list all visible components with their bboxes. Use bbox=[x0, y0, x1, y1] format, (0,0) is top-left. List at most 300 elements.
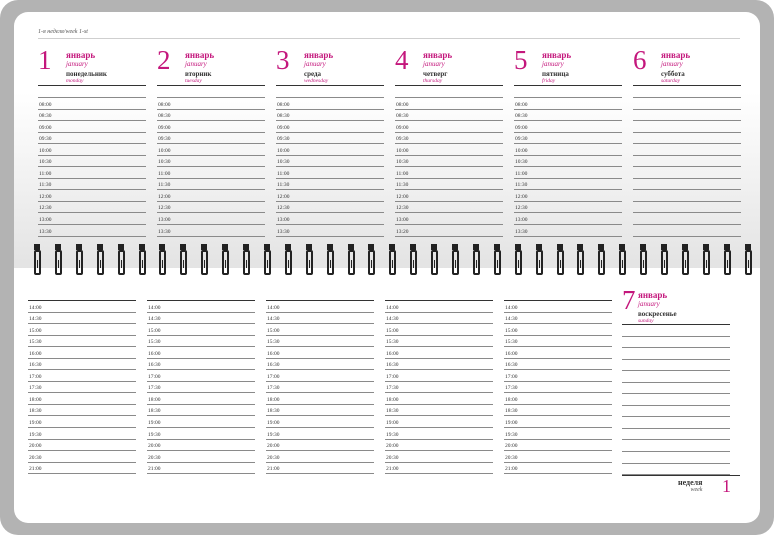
time-row[interactable] bbox=[395, 156, 503, 168]
time-row[interactable] bbox=[385, 393, 493, 405]
time-row[interactable] bbox=[633, 190, 741, 202]
time-row[interactable] bbox=[514, 144, 622, 156]
time-row[interactable] bbox=[266, 347, 374, 359]
time-label: 17:30 bbox=[148, 385, 161, 392]
month-en: january bbox=[423, 60, 445, 68]
time-label: 17:30 bbox=[29, 385, 42, 392]
time-row[interactable] bbox=[633, 156, 741, 168]
blank-row[interactable] bbox=[622, 394, 730, 406]
time-label: 09:00 bbox=[396, 124, 409, 131]
time-label: 18:00 bbox=[267, 396, 280, 403]
time-row[interactable] bbox=[504, 382, 612, 394]
time-label: 16:30 bbox=[267, 362, 280, 369]
time-row[interactable] bbox=[276, 167, 384, 179]
time-row[interactable] bbox=[28, 428, 136, 440]
time-label: 14:30 bbox=[386, 316, 399, 323]
blank-row[interactable] bbox=[622, 360, 730, 372]
time-label: 10:00 bbox=[515, 147, 528, 154]
time-row[interactable] bbox=[28, 324, 136, 336]
time-row[interactable] bbox=[147, 440, 255, 452]
time-row[interactable] bbox=[504, 301, 612, 313]
binding-ring bbox=[285, 250, 292, 275]
time-row[interactable] bbox=[38, 225, 146, 237]
time-row[interactable] bbox=[395, 202, 503, 214]
time-row[interactable] bbox=[395, 213, 503, 225]
time-row[interactable] bbox=[266, 301, 374, 313]
binding-ring bbox=[139, 250, 146, 275]
time-row[interactable] bbox=[385, 451, 493, 463]
time-row[interactable] bbox=[28, 347, 136, 359]
time-label: 19:00 bbox=[29, 420, 42, 427]
time-row[interactable] bbox=[385, 440, 493, 452]
time-row[interactable] bbox=[147, 451, 255, 463]
time-label: 15:00 bbox=[148, 327, 161, 334]
weekday-ru: вторник bbox=[185, 70, 212, 78]
time-row[interactable] bbox=[385, 359, 493, 371]
time-row[interactable] bbox=[266, 336, 374, 348]
day-number: 2 bbox=[157, 45, 171, 75]
time-label: 08:00 bbox=[396, 101, 409, 108]
time-row[interactable] bbox=[395, 190, 503, 202]
time-row[interactable] bbox=[28, 382, 136, 394]
time-label: 10:30 bbox=[396, 159, 409, 166]
time-label: 09:30 bbox=[396, 136, 409, 143]
time-label: 20:00 bbox=[386, 443, 399, 450]
time-row[interactable] bbox=[147, 463, 255, 475]
time-row[interactable] bbox=[266, 405, 374, 417]
time-label: 17:00 bbox=[267, 373, 280, 380]
time-row[interactable] bbox=[147, 301, 255, 313]
time-row[interactable] bbox=[266, 370, 374, 382]
time-row[interactable] bbox=[504, 347, 612, 359]
time-label: 10:30 bbox=[515, 159, 528, 166]
time-label: 13:00 bbox=[39, 217, 52, 224]
time-row[interactable] bbox=[504, 393, 612, 405]
time-row[interactable] bbox=[147, 324, 255, 336]
time-row[interactable] bbox=[514, 156, 622, 168]
time-row[interactable] bbox=[385, 301, 493, 313]
time-row[interactable] bbox=[633, 202, 741, 214]
time-row[interactable] bbox=[38, 144, 146, 156]
time-row[interactable] bbox=[266, 416, 374, 428]
time-row[interactable] bbox=[276, 133, 384, 145]
time-row[interactable] bbox=[395, 98, 503, 110]
weekday-en: thursday bbox=[423, 78, 443, 84]
month-ru: январь bbox=[542, 50, 572, 60]
time-row[interactable] bbox=[276, 190, 384, 202]
binding-ring bbox=[264, 250, 271, 275]
time-column bbox=[266, 301, 374, 474]
time-label: 21:00 bbox=[386, 466, 399, 473]
time-row[interactable] bbox=[504, 416, 612, 428]
day-number: 4 bbox=[395, 45, 409, 75]
binding-ring bbox=[661, 250, 668, 275]
blank-row[interactable] bbox=[622, 383, 730, 395]
time-row[interactable] bbox=[38, 167, 146, 179]
time-label: 09:00 bbox=[158, 124, 171, 131]
weekday-ru: среда bbox=[304, 70, 322, 78]
time-label: 20:00 bbox=[505, 443, 518, 450]
day-number: 6 bbox=[633, 45, 647, 75]
time-row[interactable] bbox=[266, 313, 374, 325]
day-header-line bbox=[395, 85, 503, 86]
time-label: 10:00 bbox=[39, 147, 52, 154]
time-label: 09:00 bbox=[515, 124, 528, 131]
time-label: 14:00 bbox=[148, 304, 161, 311]
time-row[interactable] bbox=[266, 440, 374, 452]
day-number: 7 bbox=[622, 285, 636, 315]
time-label: 20:00 bbox=[267, 443, 280, 450]
time-row[interactable] bbox=[38, 121, 146, 133]
time-column bbox=[276, 98, 384, 237]
weekday-ru: пятница bbox=[542, 70, 569, 78]
time-row[interactable] bbox=[504, 359, 612, 371]
time-row[interactable] bbox=[38, 156, 146, 168]
time-label: 14:00 bbox=[267, 304, 280, 311]
blank-row[interactable] bbox=[622, 371, 730, 383]
time-label: 08:30 bbox=[277, 113, 290, 120]
time-row[interactable] bbox=[157, 98, 265, 110]
day-header-line bbox=[514, 85, 622, 86]
blank-row[interactable] bbox=[622, 440, 730, 452]
time-label: 17:00 bbox=[505, 373, 518, 380]
time-row[interactable] bbox=[504, 428, 612, 440]
time-label: 21:00 bbox=[267, 466, 280, 473]
time-label: 08:00 bbox=[158, 101, 171, 108]
time-row[interactable] bbox=[266, 451, 374, 463]
time-row[interactable] bbox=[514, 179, 622, 191]
binding-ring bbox=[76, 250, 83, 275]
day-header bbox=[157, 45, 269, 90]
time-row[interactable] bbox=[514, 121, 622, 133]
time-label: 19:00 bbox=[386, 420, 399, 427]
time-row[interactable] bbox=[385, 336, 493, 348]
time-row[interactable] bbox=[385, 370, 493, 382]
time-label: 19:00 bbox=[505, 420, 518, 427]
time-row[interactable] bbox=[504, 405, 612, 417]
time-row[interactable] bbox=[385, 428, 493, 440]
time-row[interactable] bbox=[147, 347, 255, 359]
weekday-ru: воскресенье bbox=[638, 310, 677, 318]
time-row[interactable] bbox=[38, 213, 146, 225]
time-row[interactable] bbox=[514, 190, 622, 202]
day-info bbox=[185, 50, 214, 85]
time-row[interactable] bbox=[266, 393, 374, 405]
time-row[interactable] bbox=[514, 110, 622, 122]
time-label: 08:30 bbox=[396, 113, 409, 120]
time-row[interactable] bbox=[147, 416, 255, 428]
time-label: 11:30 bbox=[277, 182, 290, 189]
blank-row[interactable] bbox=[622, 464, 730, 476]
binding-ring bbox=[243, 250, 250, 275]
time-label: 18:30 bbox=[267, 408, 280, 415]
time-row[interactable] bbox=[633, 133, 741, 145]
time-row[interactable] bbox=[28, 359, 136, 371]
day-header bbox=[395, 45, 507, 90]
time-row[interactable] bbox=[385, 416, 493, 428]
binding-ring bbox=[34, 250, 41, 275]
time-column bbox=[147, 301, 255, 474]
time-label: 19:30 bbox=[505, 431, 518, 438]
time-label: 15:30 bbox=[29, 339, 42, 346]
time-row[interactable] bbox=[504, 451, 612, 463]
time-row[interactable] bbox=[276, 98, 384, 110]
time-label: 21:00 bbox=[29, 466, 42, 473]
time-row[interactable] bbox=[147, 428, 255, 440]
time-label: 12:00 bbox=[396, 193, 409, 200]
binding-ring bbox=[327, 250, 334, 275]
time-row[interactable] bbox=[147, 359, 255, 371]
time-row[interactable] bbox=[514, 225, 622, 237]
time-row[interactable] bbox=[395, 110, 503, 122]
time-row[interactable] bbox=[157, 225, 265, 237]
time-label: 18:00 bbox=[29, 396, 42, 403]
time-label: 11:30 bbox=[396, 182, 409, 189]
time-row[interactable] bbox=[157, 190, 265, 202]
time-row[interactable] bbox=[504, 336, 612, 348]
time-row[interactable] bbox=[38, 133, 146, 145]
time-row[interactable] bbox=[276, 144, 384, 156]
time-row[interactable] bbox=[38, 190, 146, 202]
day-info bbox=[66, 50, 107, 85]
time-label: 12:00 bbox=[39, 193, 52, 200]
time-label: 16:00 bbox=[386, 350, 399, 357]
binding-ring bbox=[452, 250, 459, 275]
header-divider bbox=[38, 38, 740, 39]
month-ru: январь bbox=[66, 50, 96, 60]
time-row[interactable] bbox=[385, 347, 493, 359]
month-ru: январь bbox=[185, 50, 215, 60]
time-label: 11:00 bbox=[39, 170, 52, 177]
day-info bbox=[661, 50, 690, 85]
time-row[interactable] bbox=[276, 110, 384, 122]
time-row[interactable] bbox=[157, 213, 265, 225]
time-row[interactable] bbox=[514, 202, 622, 214]
blank-row[interactable] bbox=[622, 337, 730, 349]
binding-ring bbox=[557, 250, 564, 275]
time-label: 15:00 bbox=[267, 327, 280, 334]
day-info bbox=[542, 50, 571, 85]
time-label: 18:30 bbox=[29, 408, 42, 415]
time-row[interactable] bbox=[633, 167, 741, 179]
binding-ring bbox=[306, 250, 313, 275]
time-row[interactable] bbox=[147, 370, 255, 382]
binding-ring bbox=[410, 250, 417, 275]
time-label: 10:30 bbox=[158, 159, 171, 166]
time-label: 20:30 bbox=[386, 454, 399, 461]
time-row[interactable] bbox=[28, 416, 136, 428]
time-label: 20:30 bbox=[267, 454, 280, 461]
time-label: 08:00 bbox=[39, 101, 52, 108]
time-row[interactable] bbox=[276, 202, 384, 214]
time-label: 13:00 bbox=[158, 217, 171, 224]
time-label: 19:00 bbox=[267, 420, 280, 427]
blank-row[interactable] bbox=[622, 417, 730, 429]
month-en: january bbox=[661, 60, 683, 68]
time-label: 18:30 bbox=[505, 408, 518, 415]
time-row[interactable] bbox=[147, 393, 255, 405]
binding-ring bbox=[745, 250, 752, 275]
time-row[interactable] bbox=[633, 98, 741, 110]
time-row[interactable] bbox=[157, 110, 265, 122]
time-label: 18:00 bbox=[148, 396, 161, 403]
binding-ring bbox=[724, 250, 731, 275]
time-row[interactable] bbox=[514, 213, 622, 225]
time-row[interactable] bbox=[514, 167, 622, 179]
time-row[interactable] bbox=[38, 110, 146, 122]
time-row[interactable] bbox=[504, 324, 612, 336]
time-label: 08:30 bbox=[515, 113, 528, 120]
binding-ring bbox=[118, 250, 125, 275]
time-row[interactable] bbox=[633, 110, 741, 122]
time-label: 21:00 bbox=[505, 466, 518, 473]
day-header bbox=[633, 45, 745, 90]
time-row[interactable] bbox=[385, 463, 493, 475]
time-row[interactable] bbox=[504, 440, 612, 452]
time-row[interactable] bbox=[395, 225, 503, 237]
time-label: 13:30 bbox=[515, 228, 528, 235]
time-row[interactable] bbox=[266, 324, 374, 336]
time-label: 09:30 bbox=[277, 136, 290, 143]
time-row[interactable] bbox=[276, 121, 384, 133]
time-row[interactable] bbox=[395, 144, 503, 156]
weekday-en: monday bbox=[66, 78, 84, 84]
time-label: 11:30 bbox=[515, 182, 528, 189]
time-row[interactable] bbox=[385, 313, 493, 325]
binding-ring bbox=[515, 250, 522, 275]
time-row[interactable] bbox=[385, 324, 493, 336]
time-row[interactable] bbox=[157, 167, 265, 179]
time-label: 10:00 bbox=[277, 147, 290, 154]
time-row[interactable] bbox=[157, 202, 265, 214]
time-row[interactable] bbox=[514, 133, 622, 145]
time-row[interactable] bbox=[633, 121, 741, 133]
time-row[interactable] bbox=[38, 98, 146, 110]
time-label: 14:30 bbox=[505, 316, 518, 323]
binding-ring bbox=[201, 250, 208, 275]
time-label: 16:30 bbox=[29, 362, 42, 369]
time-row[interactable] bbox=[395, 167, 503, 179]
time-row[interactable] bbox=[395, 179, 503, 191]
day-header bbox=[276, 45, 388, 90]
time-row[interactable] bbox=[157, 156, 265, 168]
time-label: 20:30 bbox=[29, 454, 42, 461]
time-row[interactable] bbox=[147, 336, 255, 348]
time-row[interactable] bbox=[157, 133, 265, 145]
time-row[interactable] bbox=[395, 133, 503, 145]
time-label: 19:30 bbox=[267, 431, 280, 438]
time-label: 11:00 bbox=[158, 170, 171, 177]
time-column bbox=[157, 98, 265, 237]
time-label: 12:00 bbox=[515, 193, 528, 200]
weekday-en: sunday bbox=[638, 318, 654, 324]
time-row[interactable] bbox=[633, 144, 741, 156]
time-row[interactable] bbox=[633, 213, 741, 225]
weekday-ru: понедельник bbox=[66, 70, 107, 78]
time-row[interactable] bbox=[28, 451, 136, 463]
time-row[interactable] bbox=[28, 301, 136, 313]
time-row[interactable] bbox=[28, 370, 136, 382]
time-row[interactable] bbox=[266, 382, 374, 394]
time-row[interactable] bbox=[157, 121, 265, 133]
time-row[interactable] bbox=[514, 98, 622, 110]
time-row[interactable] bbox=[504, 313, 612, 325]
time-label: 09:30 bbox=[515, 136, 528, 143]
time-row[interactable] bbox=[157, 179, 265, 191]
time-row[interactable] bbox=[157, 144, 265, 156]
day-header-line bbox=[38, 85, 146, 86]
blank-row[interactable] bbox=[622, 429, 730, 441]
time-label: 12:30 bbox=[158, 205, 171, 212]
blank-row[interactable] bbox=[622, 325, 730, 337]
time-label: 08:00 bbox=[277, 101, 290, 108]
time-label: 10:00 bbox=[396, 147, 409, 154]
time-row[interactable] bbox=[276, 156, 384, 168]
time-row[interactable] bbox=[38, 179, 146, 191]
time-label: 20:30 bbox=[148, 454, 161, 461]
day-number: 3 bbox=[276, 45, 290, 75]
time-label: 11:30 bbox=[39, 182, 52, 189]
time-label: 10:00 bbox=[158, 147, 171, 154]
time-row[interactable] bbox=[385, 382, 493, 394]
time-label: 18:30 bbox=[386, 408, 399, 415]
time-label: 13:30 bbox=[39, 228, 52, 235]
time-label: 12:00 bbox=[158, 193, 171, 200]
time-label: 19:30 bbox=[29, 431, 42, 438]
time-row[interactable] bbox=[633, 179, 741, 191]
time-row[interactable] bbox=[276, 213, 384, 225]
time-row[interactable] bbox=[28, 463, 136, 475]
month-ru: январь bbox=[661, 50, 691, 60]
time-label: 14:30 bbox=[148, 316, 161, 323]
time-row[interactable] bbox=[28, 336, 136, 348]
time-label: 15:00 bbox=[386, 327, 399, 334]
time-row[interactable] bbox=[147, 405, 255, 417]
time-label: 15:30 bbox=[505, 339, 518, 346]
time-label: 15:00 bbox=[505, 327, 518, 334]
time-label: 16:00 bbox=[505, 350, 518, 357]
day-info bbox=[423, 50, 452, 85]
time-row[interactable] bbox=[385, 405, 493, 417]
time-row[interactable] bbox=[276, 179, 384, 191]
blank-row[interactable] bbox=[622, 406, 730, 418]
time-row[interactable] bbox=[266, 428, 374, 440]
time-row[interactable] bbox=[28, 393, 136, 405]
time-label: 12:00 bbox=[277, 193, 290, 200]
time-row[interactable] bbox=[28, 313, 136, 325]
month-ru: январь bbox=[638, 290, 668, 300]
footer-week bbox=[678, 476, 731, 496]
time-label: 09:00 bbox=[277, 124, 290, 131]
time-row[interactable] bbox=[504, 463, 612, 475]
weekday-en: friday bbox=[542, 78, 556, 84]
time-row[interactable] bbox=[147, 382, 255, 394]
blank-row[interactable] bbox=[622, 452, 730, 464]
time-row[interactable] bbox=[28, 405, 136, 417]
time-column bbox=[504, 301, 612, 474]
time-row[interactable] bbox=[395, 121, 503, 133]
binding-ring bbox=[473, 250, 480, 275]
time-row[interactable] bbox=[266, 463, 374, 475]
time-row[interactable] bbox=[266, 359, 374, 371]
time-row[interactable] bbox=[38, 202, 146, 214]
time-row[interactable] bbox=[147, 313, 255, 325]
time-row[interactable] bbox=[28, 440, 136, 452]
time-row[interactable] bbox=[276, 225, 384, 237]
time-row[interactable] bbox=[504, 370, 612, 382]
blank-row[interactable] bbox=[622, 348, 730, 360]
time-row[interactable] bbox=[633, 225, 741, 237]
